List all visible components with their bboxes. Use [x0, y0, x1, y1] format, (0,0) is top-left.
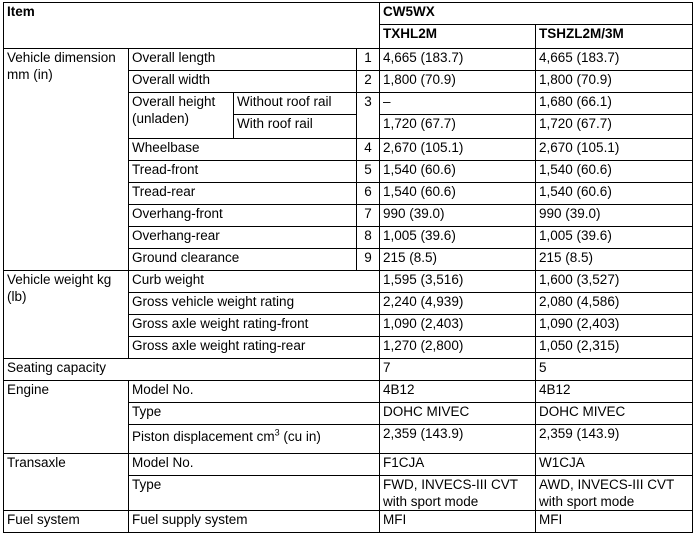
value-a: 1,595 (3,516) — [380, 271, 536, 293]
value-b: 1,540 (60.6) — [536, 161, 693, 183]
value-a: DOHC MIVEC — [380, 403, 536, 425]
value-a: 990 (39.0) — [380, 205, 536, 227]
value-b: 4,665 (183.7) — [536, 49, 693, 71]
row-label: Overhang-front — [129, 205, 357, 227]
row-label: Type — [129, 403, 380, 425]
value-b: 1,050 (2,315) — [536, 337, 693, 359]
row-label: Gross vehicle weight rating — [129, 293, 380, 315]
displacement-superscript: 3 — [274, 427, 280, 438]
ref-number: 4 — [357, 139, 380, 161]
displacement-label: Piston displacement cm — [132, 429, 275, 444]
specifications-table — [3, 2, 693, 533]
value-a: 1,540 (60.6) — [380, 183, 536, 205]
value-b: 1,800 (70.9) — [536, 71, 693, 93]
value-b: 5 — [536, 359, 693, 381]
header-row-1 — [4, 3, 693, 25]
group-vehicle-dimension: Vehicle dimension mm (in) — [4, 49, 129, 271]
value-b: 1,540 (60.6) — [536, 183, 693, 205]
value-b: 2,670 (105.1) — [536, 139, 693, 161]
row-label: Type — [129, 476, 380, 511]
value-b: 1,090 (2,403) — [536, 315, 693, 337]
row-label: Tread-rear — [129, 183, 357, 205]
group-fuel-system: Fuel system — [4, 511, 129, 533]
row-label: Model No. — [129, 454, 380, 476]
row-label: Gross axle weight rating-front — [129, 315, 380, 337]
value-a: 1,540 (60.6) — [380, 161, 536, 183]
value-a: 215 (8.5) — [380, 249, 536, 271]
value-a: 1,720 (67.7) — [380, 115, 536, 139]
value-b: 1,600 (3,527) — [536, 271, 693, 293]
value-b: 1,005 (39.6) — [536, 227, 693, 249]
row-label: Wheelbase — [129, 139, 357, 161]
header-item: Item — [4, 3, 380, 49]
value-b: W1CJA — [536, 454, 693, 476]
value-a: FWD, INVECS-III CVT with sport mode — [380, 476, 536, 511]
group-transaxle: Transaxle — [4, 454, 129, 511]
header-model-group: CW5WX — [380, 3, 693, 25]
value-a: F1CJA — [380, 454, 536, 476]
group-engine: Engine — [4, 381, 129, 454]
table-row — [4, 271, 693, 293]
value-b: 1,680 (66.1) — [536, 93, 693, 115]
value-a: 4,665 (183.7) — [380, 49, 536, 71]
table-row — [4, 49, 693, 71]
row-label: Curb weight — [129, 271, 380, 293]
value-b: 990 (39.0) — [536, 205, 693, 227]
value-b: 2,359 (143.9) — [536, 425, 693, 454]
table-row — [4, 381, 693, 403]
ref-number: 2 — [357, 71, 380, 93]
ref-number: 9 — [357, 249, 380, 271]
row-sublabel: With roof rail — [234, 115, 357, 139]
value-a: 4B12 — [380, 381, 536, 403]
table-row — [4, 511, 693, 533]
ref-number: 3 — [357, 93, 380, 139]
value-b: 1,720 (67.7) — [536, 115, 693, 139]
value-a: MFI — [380, 511, 536, 533]
value-b: 215 (8.5) — [536, 249, 693, 271]
table-row — [4, 359, 693, 381]
row-label: Seating capacity — [4, 359, 380, 381]
row-label: Overall height (unladen) — [129, 93, 234, 139]
row-label: Overall length — [129, 49, 357, 71]
ref-number: 6 — [357, 183, 380, 205]
row-label: Overhang-rear — [129, 227, 357, 249]
table-row — [4, 454, 693, 476]
displacement-unit: (cu in) — [279, 429, 321, 444]
row-label: Ground clearance — [129, 249, 357, 271]
row-label: Model No. — [129, 381, 380, 403]
header-col-b: TSHZL2M/3M — [536, 25, 693, 49]
row-label: Gross axle weight rating-rear — [129, 337, 380, 359]
row-label — [129, 425, 380, 454]
value-b: DOHC MIVEC — [536, 403, 693, 425]
value-a: 1,800 (70.9) — [380, 71, 536, 93]
value-a: 7 — [380, 359, 536, 381]
value-a: 1,270 (2,800) — [380, 337, 536, 359]
value-a: 1,005 (39.6) — [380, 227, 536, 249]
group-vehicle-weight: Vehicle weight kg (lb) — [4, 271, 129, 359]
row-sublabel: Without roof rail — [234, 93, 357, 115]
ref-number: 5 — [357, 161, 380, 183]
value-a: – — [380, 93, 536, 115]
value-b: 2,080 (4,586) — [536, 293, 693, 315]
value-b: 4B12 — [536, 381, 693, 403]
ref-number: 8 — [357, 227, 380, 249]
ref-number: 1 — [357, 49, 380, 71]
row-label: Overall width — [129, 71, 357, 93]
value-a: 2,240 (4,939) — [380, 293, 536, 315]
row-label: Tread-front — [129, 161, 357, 183]
value-a: 2,359 (143.9) — [380, 425, 536, 454]
header-col-a: TXHL2M — [380, 25, 536, 49]
value-a: 1,090 (2,403) — [380, 315, 536, 337]
value-a: 2,670 (105.1) — [380, 139, 536, 161]
value-b: MFI — [536, 511, 693, 533]
value-b: AWD, INVECS-III CVT with sport mode — [536, 476, 693, 511]
row-label: Fuel supply system — [129, 511, 380, 533]
ref-number: 7 — [357, 205, 380, 227]
